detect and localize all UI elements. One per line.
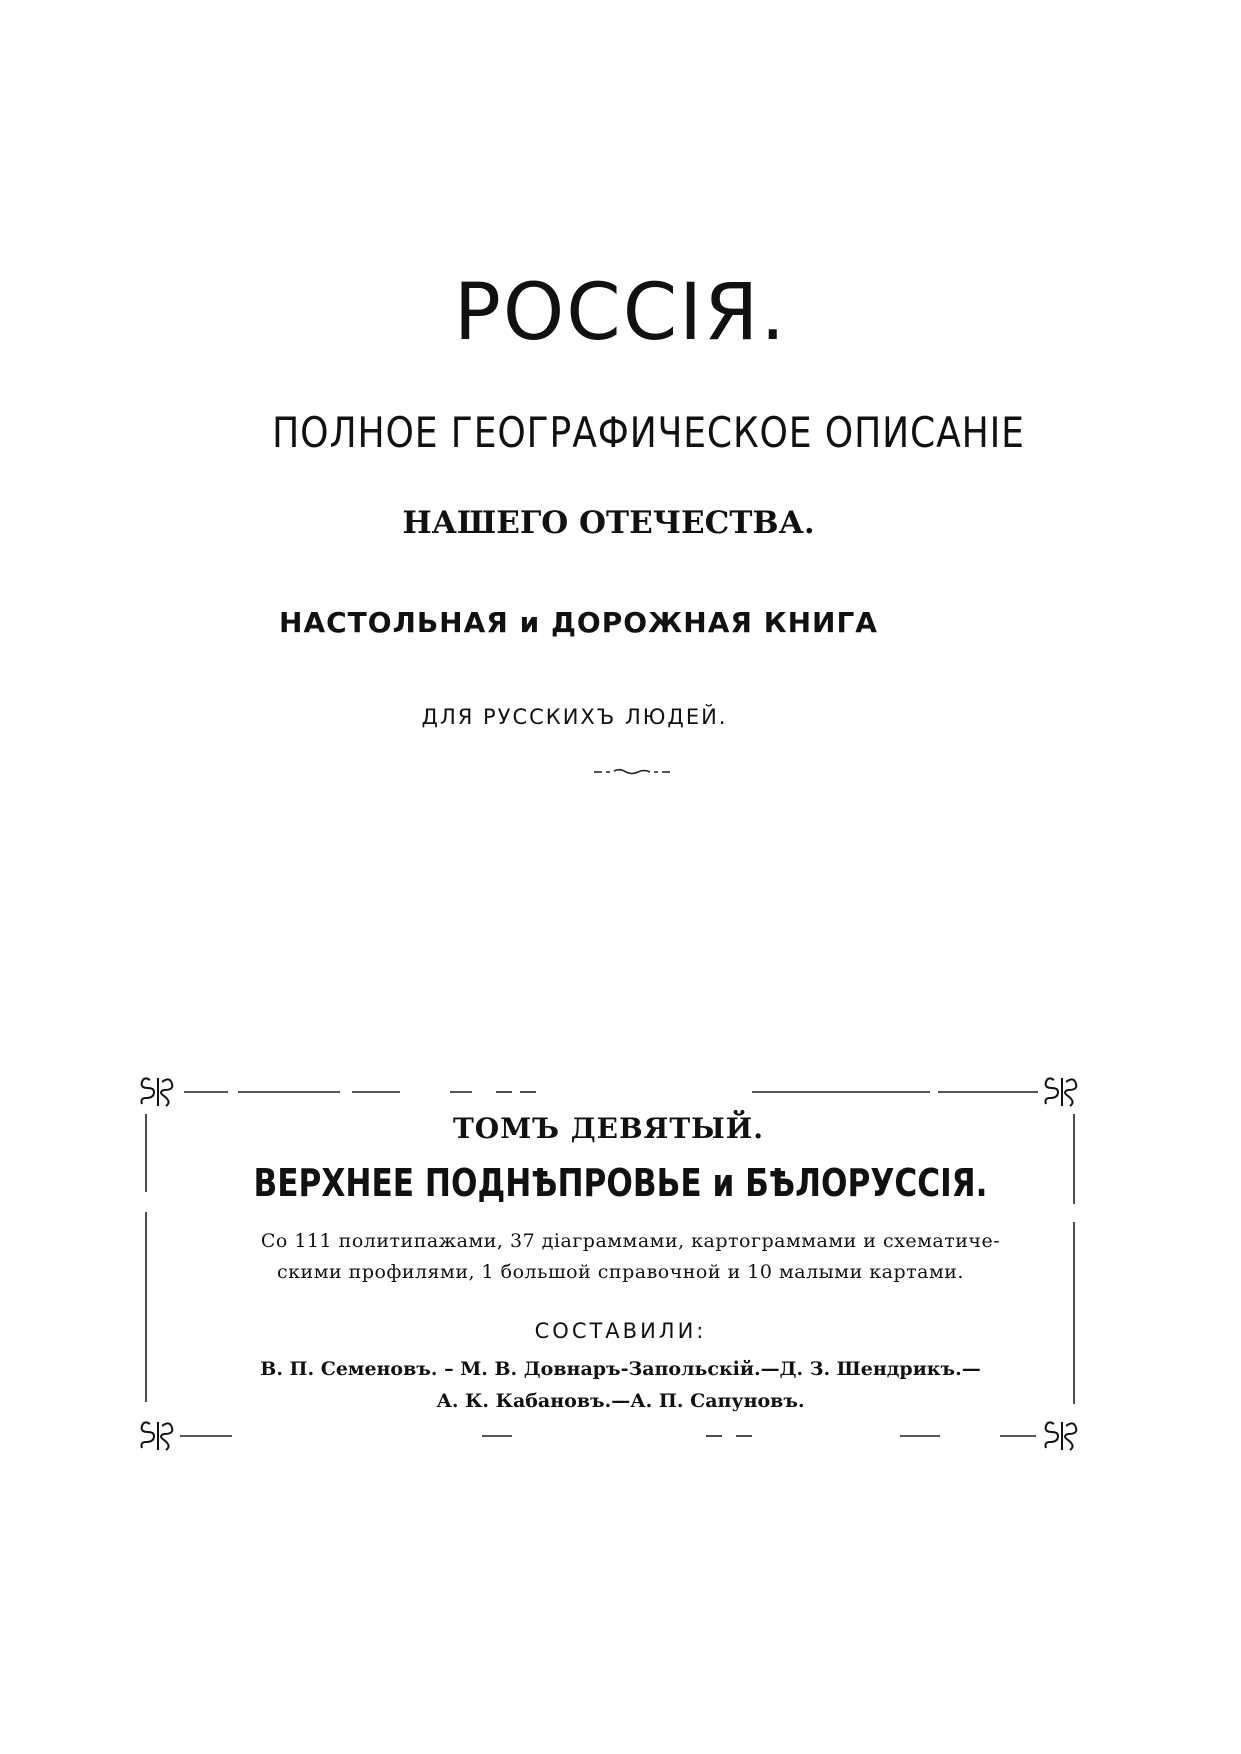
authors-line-2: А. К. Кабановъ.—А. П. Сапуновъ. — [436, 1390, 805, 1412]
volume-number: ТОМЪ ДЕВЯТЫЙ. — [452, 1112, 765, 1145]
book-title: РОССІЯ. — [453, 268, 788, 358]
fleuron-corner-icon — [136, 1416, 180, 1456]
subtitle-line-2: НАШЕГО ОТЕЧЕСТВА. — [402, 505, 815, 541]
subtitle-line-1: ПОЛНОЕ ГЕОГРАФИЧЕСКОЕ ОПИСАНІЕ — [272, 408, 1025, 457]
volume-description-line-1: Со 111 политипажами, 37 діаграммами, картограммами и схематиче- — [260, 1230, 1001, 1252]
flourish-divider-icon — [592, 762, 672, 781]
fleuron-corner-icon — [136, 1072, 180, 1112]
volume-description-line-2: скими профилями, 1 большой справочной и 10 малыми картами. — [277, 1261, 964, 1283]
subtitle-line-4: ДЛЯ РУССКИХЪ ЛЮДЕЙ. — [421, 705, 728, 729]
volume-title: ВЕРХНЕЕ ПОДНѢПРОВЬЕ и БѢЛОРУССІЯ. — [253, 1161, 988, 1205]
fleuron-corner-icon — [1040, 1072, 1084, 1112]
fleuron-corner-icon — [1040, 1416, 1084, 1456]
authors-line-1: В. П. Семеновъ. – М. В. Довнаръ-Запольскій.—Д. З. Шендрикъ.— — [260, 1358, 981, 1380]
compiled-by-label: СОСТАВИЛИ: — [534, 1319, 707, 1343]
subtitle-line-3: НАСТОЛЬНАЯ и ДОРОЖНАЯ КНИГА — [279, 606, 878, 639]
